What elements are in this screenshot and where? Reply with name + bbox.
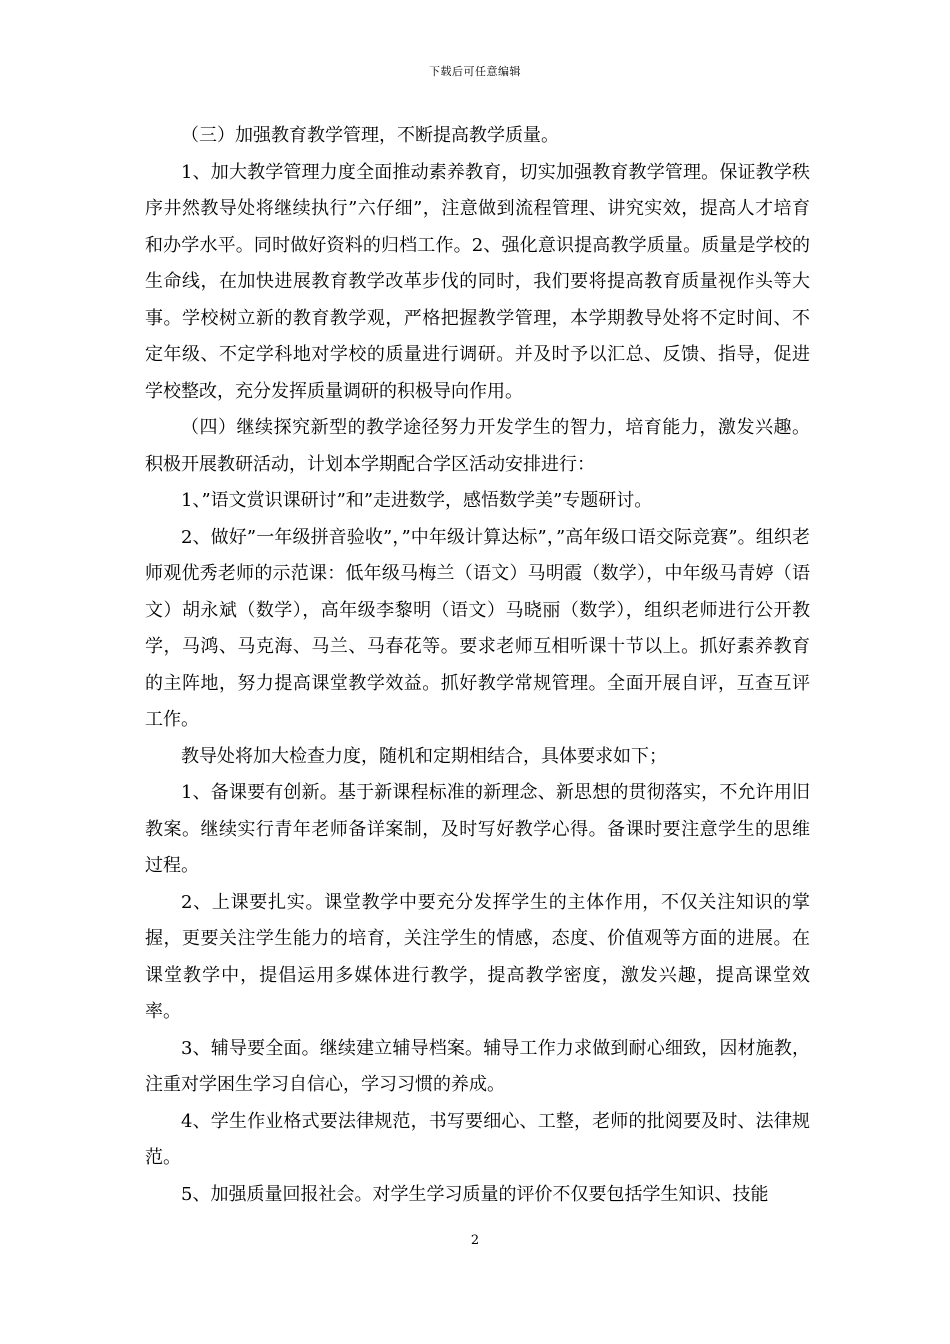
document-body [145, 118, 810, 1213]
list-item-competitions: 2、做好”一年级拼音验收”，”中年级计算达标”，”高年级口语交际竞赛”。组织老师观优秀老师的示范课：低年级马梅兰（语文）马明霞（数学），中年级马青婷（语文）胡永斌（数学），高年级李黎明（语文）马晓丽（数学），组织老师进行公开教学，马鸿、马克海、马兰、马春花等。要求老师互相听课十节以上。抓好素养教育的主阵地，努力提高课堂教学效益。抓好教学常规管理。全面开展自评，互查互评工作。 [145, 526, 810, 730]
page-header: 下载后可任意编辑 [429, 65, 521, 78]
list-item-homework: 4、学生作业格式要法律规范，书写要细心、工整，老师的批阅要及时、法律规范。 [145, 1110, 810, 1168]
paragraph-teaching-management: 1、加大教学管理力度全面推动素养教育，切实加强教育教学管理。保证教学秩序井然教导处将继续执行”六仔细”，注意做到流程管理、讲究实效，提高人才培育和办学水平。同时做好资料的归档工作。2、强化意识提高教学质量。质量是学校的生命线，在加快进展教育教学改革步伐的同时，我们要将提高教育质量视作头等大事。学校树立新的教育教学观，严格把握教学管理，本学期教导处将不定时间、不定年级、不定学科地对学校的质量进行调研。并及时予以汇总、反馈、指导，促进学校整改，充分发挥质量调研的积极导向作用。 [145, 161, 810, 402]
list-item-lesson-prep: 1、备课要有创新。基于新课程标准的新理念、新思想的贯彻落实，不允许用旧教案。继续实行青年老师备详案制，及时写好教学心得。备课时要注意学生的思维过程。 [145, 782, 810, 876]
section-heading-3: （三）加强教育教学管理，不断提高教学质量。 [181, 125, 559, 146]
section-heading-4: （四）继续探究新型的教学途径努力开发学生的智力，培育能力，激发兴趣。积极开展教研活动，计划本学期配合学区活动安排进行： [145, 417, 810, 475]
list-item-seminar: 1、”语文赏识课研讨”和”走进数学，感悟数学美”专题研讨。 [181, 490, 653, 511]
list-item-tutoring: 3、辅导要全面。继续建立辅导档案。辅导工作力求做到耐心细致，因材施教，注重对学困生学习自信心，学习习惯的养成。 [145, 1037, 810, 1095]
page-number: 2 [470, 1233, 480, 1248]
list-item-quality-feedback: 5、加强质量回报社会。对学生学习质量的评价不仅要包括学生知识、技能 [181, 1183, 769, 1205]
list-item-teaching: 2、上课要扎实。课堂教学中要充分发挥学生的主体作用，不仅关注知识的掌握，更要关注学生能力的培育，关注学生的情感，态度、价值观等方面的进展。在课堂教学中，提倡运用多媒体进行教学，提高教学密度，激发兴趣，提高课堂效率。 [145, 891, 810, 1022]
paragraph-inspection-intro: 教导处将加大检查力度，随机和定期相结合，具体要求如下； [181, 745, 667, 767]
